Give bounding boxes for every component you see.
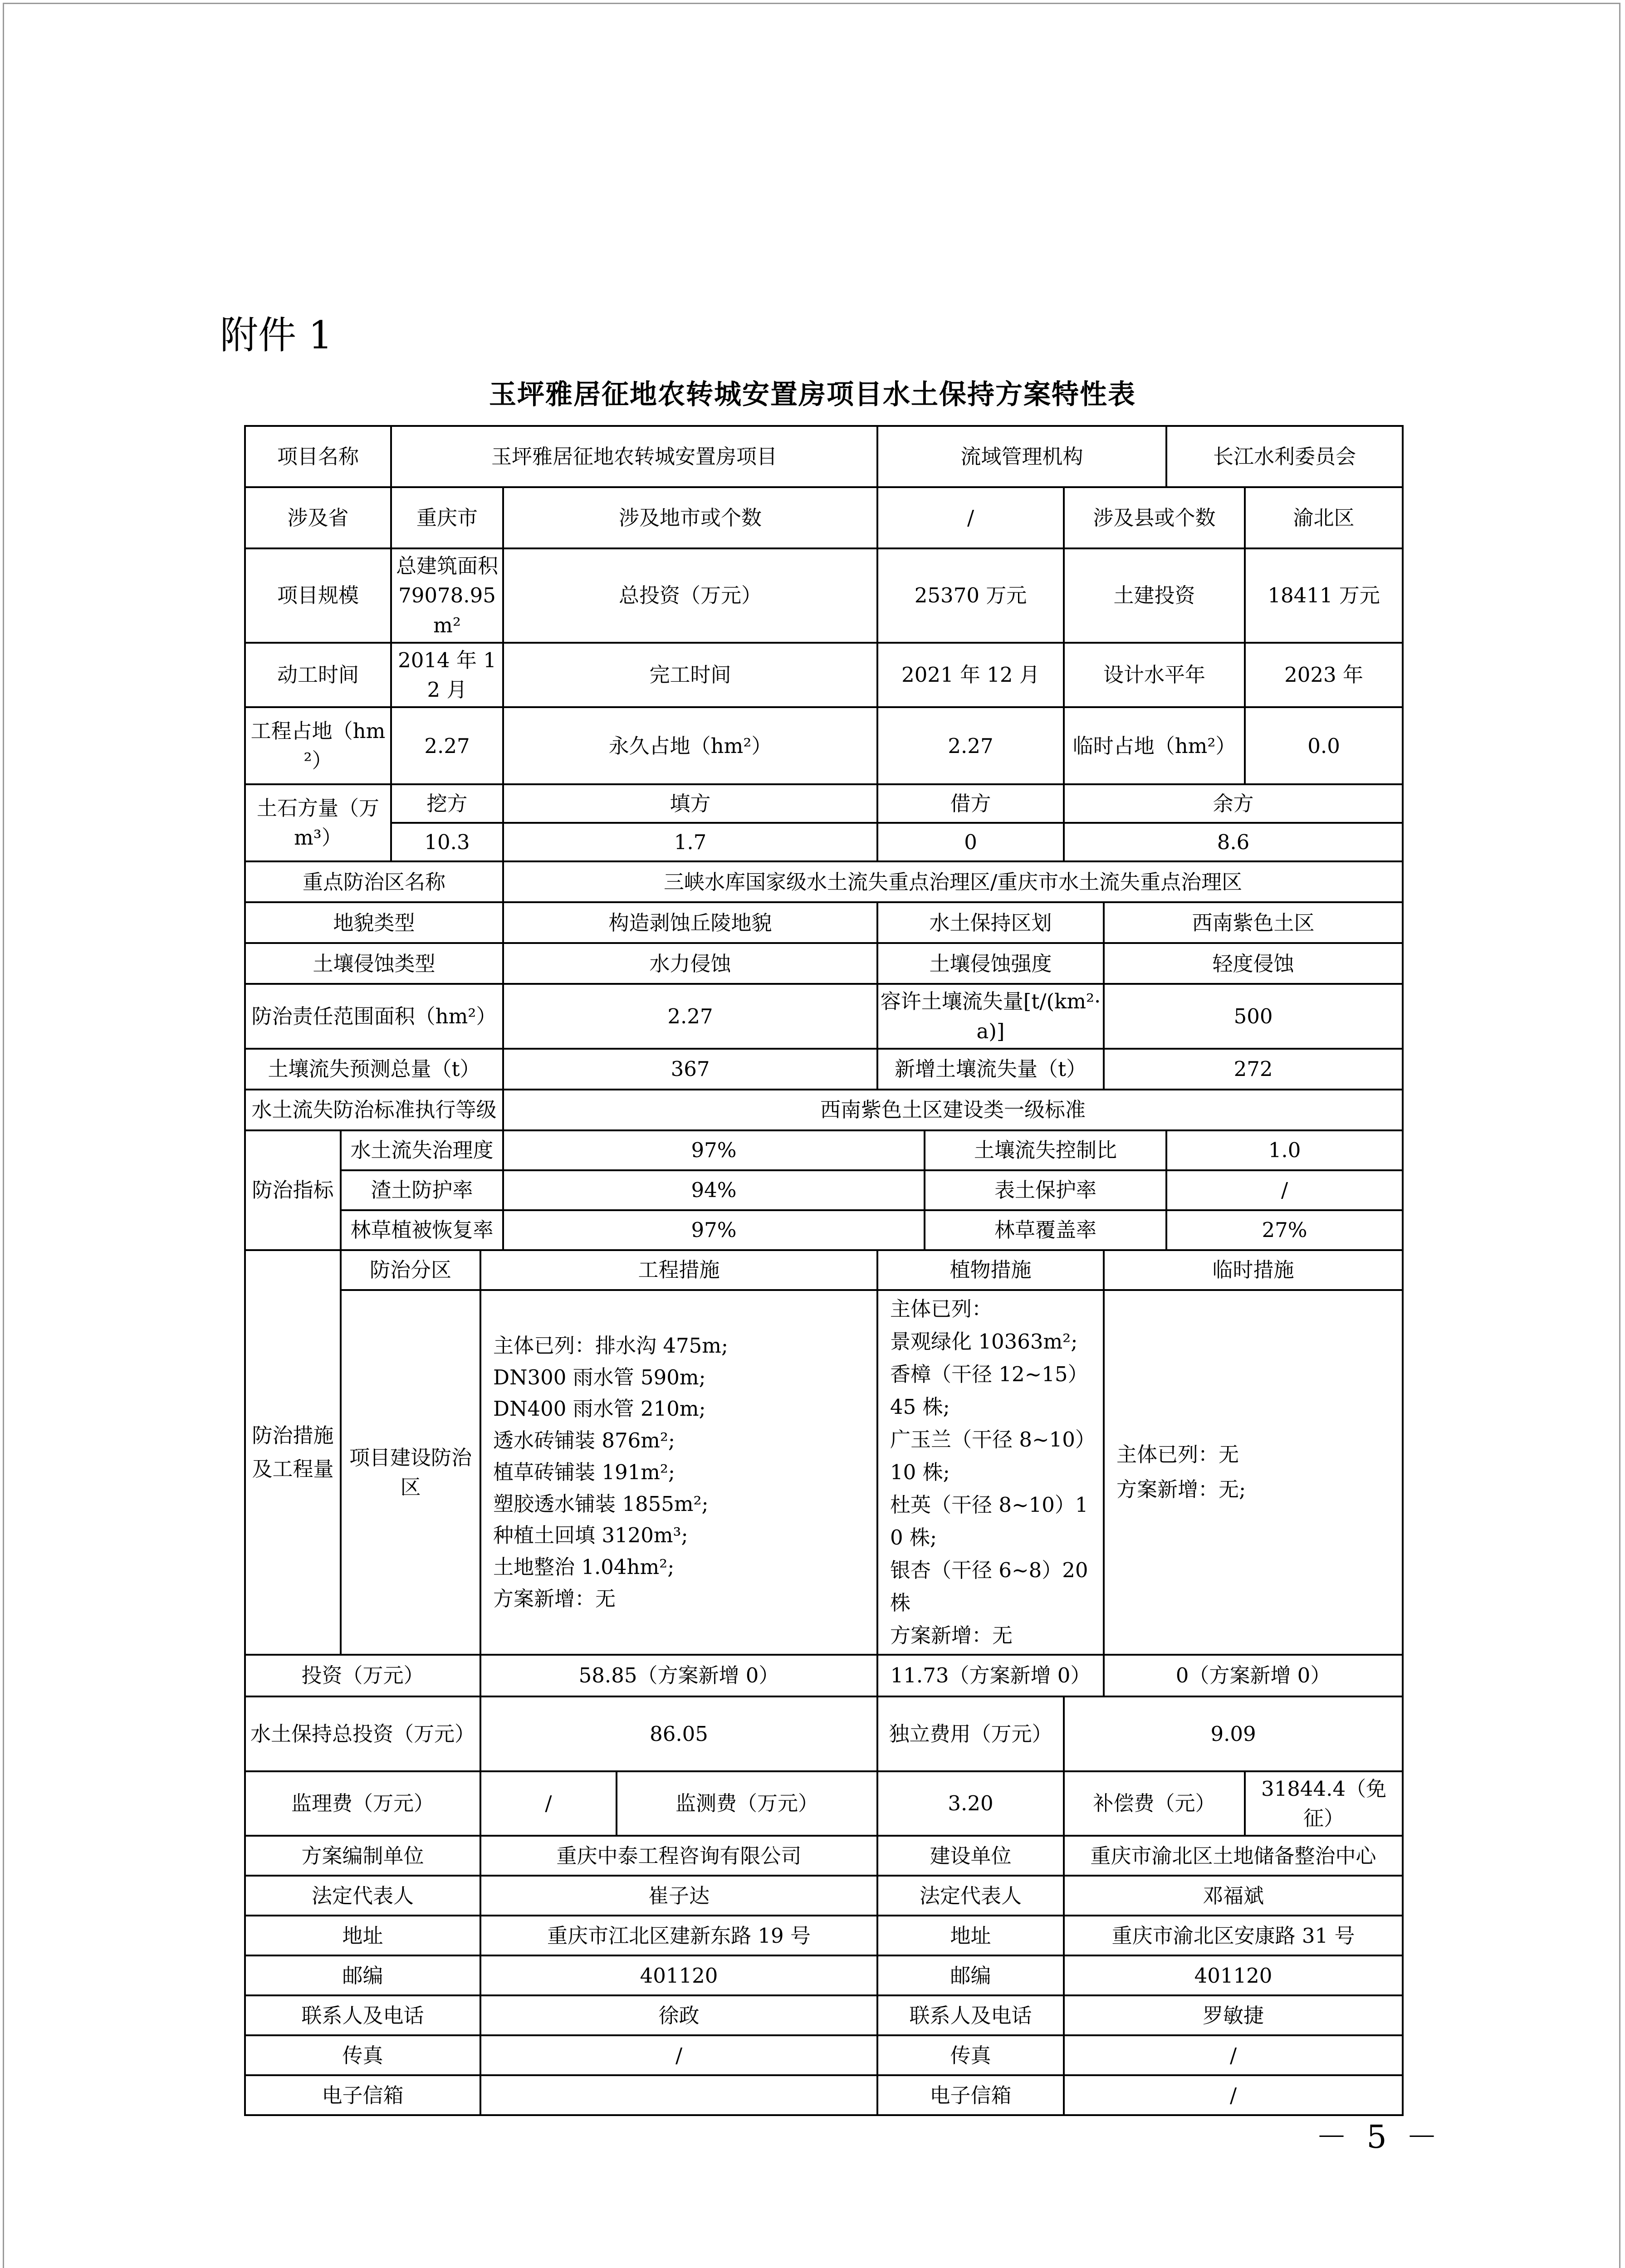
cell-value: 18411 万元 [1245,548,1403,643]
cell-label: 借方 [877,784,1064,823]
table-row [245,1090,1403,1130]
cell-value: 10.3 [391,823,503,861]
cell-label: 监测费（万元） [617,1771,877,1836]
cell-label: 流域管理机构 [877,426,1166,487]
list-item: 杜英（干径 8~10）10 株; [890,1492,1088,1549]
cell-value: 2.27 [391,707,503,784]
cell-value: 崔子达 [480,1876,877,1916]
table-row [245,1836,1403,1876]
cell-label: 临时措施 [1104,1250,1403,1290]
cell-label: 余方 [1064,784,1403,823]
table-row [245,1771,1403,1836]
table-row [245,548,1403,643]
cell-value: 三峡水库国家级水土流失重点治理区/重庆市水土流失重点治理区 [503,861,1403,902]
table-row [245,643,1403,708]
cell-value: 2.27 [503,984,877,1049]
cell-label: 传真 [245,2035,480,2075]
cell-label: 地貌类型 [245,902,503,943]
cell-value: 2014 年 12 月 [391,643,503,708]
cell-value: 罗敏捷 [1064,1995,1403,2035]
table-row [245,943,1403,984]
table-row [245,2035,1403,2075]
vegetation-measures [877,1290,1104,1655]
cell-label: 水土流失防治标准执行等级 [245,1090,503,1130]
cell-label: 投资（万元） [245,1655,480,1696]
list-item: 土地整治 1.04hm²; [493,1555,675,1579]
cell-label: 总投资（万元） [503,548,877,643]
table-row [245,784,1403,823]
cell-label: 涉及地市或个数 [503,487,877,548]
list-item: 植草砖铺装 191m²; [493,1460,675,1484]
cell-value: 0.0 [1245,707,1403,784]
zone-name: 项目建设防治区 [341,1290,480,1655]
cell-label: 林草植被恢复率 [341,1210,503,1250]
cell-value: 27% [1166,1210,1403,1250]
cell-label: 工程占地（hm²） [245,707,391,784]
table-row [245,1049,1403,1090]
cell-value: 重庆中泰工程咨询有限公司 [480,1836,877,1876]
list-item: 塑胶透水铺装 1855m²; [493,1491,709,1516]
cell-value: 401120 [480,1955,877,1995]
cell-value: 367 [503,1049,877,1090]
cell-value: 2.27 [877,707,1064,784]
cell-label: 项目规模 [245,548,391,643]
list-item: 方案新增：无 [493,1586,616,1611]
table-row [245,426,1403,487]
cell-value: 徐政 [480,1995,877,2035]
cell-value: 邓福斌 [1064,1876,1403,1916]
list-item: 透水砖铺装 876m²; [493,1428,675,1453]
cell-label: 防治责任范围面积（hm²） [245,984,503,1049]
table-row [245,1696,1403,1771]
cell-label: 土壤流失预测总量（t） [245,1049,503,1090]
cell-value: 3.20 [877,1771,1064,1836]
cell-value: 水力侵蚀 [503,943,877,984]
cell-label: 动工时间 [245,643,391,708]
cell-value: 玉坪雅居征地农转城安置房项目 [391,426,877,487]
cell-label: 传真 [877,2035,1064,2075]
cell-label: 土石方量（万 m³） [245,784,391,861]
cell-label: 设计水平年 [1064,643,1245,708]
cell-label: 表土保护率 [925,1170,1166,1210]
cell-value: 轻度侵蚀 [1104,943,1403,984]
cell-label: 填方 [503,784,877,823]
cell-value: / [877,487,1064,548]
page-number: － 5 － [1316,2118,1443,2156]
list-item: 主体已列：无 [1116,1442,1239,1467]
cell-label: 完工时间 [503,643,877,708]
cell-value [480,2075,877,2115]
cell-value: / [480,1771,617,1836]
cell-value: 西南紫色土区 [1104,902,1403,943]
cell-label: 地址 [245,1916,480,1955]
cell-value: / [1064,2035,1403,2075]
cell-label: 联系人及电话 [245,1995,480,2035]
cell-label: 临时占地（hm²） [1064,707,1245,784]
cell-label: 地址 [877,1916,1064,1955]
cell-value: 11.73（方案新增 0） [877,1655,1104,1696]
list-item: 银杏（干径 6~8）20 株 [890,1558,1088,1615]
cell-value: 31844.4（免征） [1245,1771,1403,1836]
cell-label: 项目名称 [245,426,391,487]
cell-label: 工程措施 [480,1250,877,1290]
cell-label: 建设单位 [877,1836,1064,1876]
table-row [245,902,1403,943]
list-item: 广玉兰（干径 8~10）10 株; [890,1427,1096,1484]
engineering-measures [480,1290,877,1655]
cell-value: / [1064,2075,1403,2115]
cell-value: 西南紫色土区建设类一级标准 [503,1090,1403,1130]
list-item: 主体已列：排水沟 475m; [493,1333,729,1358]
cell-value: 构造剥蚀丘陵地貌 [503,902,877,943]
cell-label: 渣土防护率 [341,1170,503,1210]
cell-label: 电子信箱 [245,2075,480,2115]
table-row [245,1130,1403,1170]
cell-label: 水土流失治理度 [341,1130,503,1170]
cell-value: 总建筑面积79078.95m² [391,548,503,643]
cell-value: 1.7 [503,823,877,861]
cell-value: 94% [503,1170,925,1210]
cell-label: 邮编 [877,1955,1064,1995]
table-row [245,823,1403,861]
cell-label: 土建投资 [1064,548,1245,643]
cell-label: 联系人及电话 [877,1995,1064,2035]
attachment-label: 附件 1 [220,313,333,357]
measures-label: 防治措施及工程量 [245,1250,341,1655]
cell-label: 监理费（万元） [245,1771,480,1836]
cell-label: 土壤流失控制比 [925,1130,1166,1170]
cell-value: 0（方案新增 0） [1104,1655,1403,1696]
cell-label: 重点防治区名称 [245,861,503,902]
list-item: 种植土回填 3120m³; [493,1523,688,1548]
table-row [245,1995,1403,2035]
cell-value: 401120 [1064,1955,1403,1995]
cell-label: 防治分区 [341,1250,480,1290]
table-row [245,1655,1403,1696]
cell-label: 土壤侵蚀类型 [245,943,503,984]
table-row [245,1290,1403,1655]
list-item: 方案新增：无 [890,1623,1013,1647]
table-row [245,1916,1403,1955]
cell-label: 法定代表人 [877,1876,1064,1916]
indicators-label: 防治指标 [245,1130,341,1250]
table-row [245,861,1403,902]
table-row [245,707,1403,784]
cell-value: 8.6 [1064,823,1403,861]
cell-label: 独立费用（万元） [877,1696,1064,1771]
cell-value: 重庆市 [391,487,503,548]
cell-value: 58.85（方案新增 0） [480,1655,877,1696]
list-item: 主体已列： [890,1296,993,1321]
table-row [245,2075,1403,2115]
cell-label: 水土保持区划 [877,902,1104,943]
cell-label: 电子信箱 [877,2075,1064,2115]
table-row [245,984,1403,1049]
cell-label: 土壤侵蚀强度 [877,943,1104,984]
list-item: 香樟（干径 12~15）45 株; [890,1362,1088,1419]
cell-value: 25370 万元 [877,548,1064,643]
cell-label: 方案编制单位 [245,1836,480,1876]
cell-value: 86.05 [480,1696,877,1771]
table-row [245,1955,1403,1995]
cell-label: 挖方 [391,784,503,823]
cell-value: 渝北区 [1245,487,1403,548]
temporary-measures [1104,1290,1403,1655]
cell-value: 272 [1104,1049,1403,1090]
cell-value: / [480,2035,877,2075]
cell-value: 97% [503,1210,925,1250]
cell-value: 500 [1104,984,1403,1049]
cell-label: 容许土壤流失量[t/(km²·a)] [877,984,1104,1049]
list-item: DN400 雨水管 210m; [493,1397,706,1421]
list-item: 景观绿化 10363m²; [890,1329,1078,1354]
table-row [245,1210,1403,1250]
cell-label: 法定代表人 [245,1876,480,1916]
cell-value: 97% [503,1130,925,1170]
cell-label: 新增土壤流失量（t） [877,1049,1104,1090]
cell-value: 1.0 [1166,1130,1403,1170]
list-item: DN300 雨水管 590m; [493,1365,706,1389]
cell-value: 0 [877,823,1064,861]
cell-value: 9.09 [1064,1696,1403,1771]
table-row [245,487,1403,548]
table-row [245,1250,1403,1290]
cell-value: 2023 年 [1245,643,1403,708]
cell-label: 涉及县或个数 [1064,487,1245,548]
cell-value: 长江水利委员会 [1166,426,1403,487]
cell-value: 2021 年 12 月 [877,643,1064,708]
cell-label: 林草覆盖率 [925,1210,1166,1250]
cell-label: 涉及省 [245,487,391,548]
cell-label: 植物措施 [877,1250,1104,1290]
cell-label: 邮编 [245,1955,480,1995]
table-row [245,1170,1403,1210]
spec-table [244,425,1404,2116]
list-item: 方案新增：无; [1116,1477,1246,1501]
cell-value: 重庆市江北区建新东路 19 号 [480,1916,877,1955]
cell-value: 重庆市渝北区安康路 31 号 [1064,1916,1403,1955]
cell-label: 永久占地（hm²） [503,707,877,784]
cell-value: 重庆市渝北区土地储备整治中心 [1064,1836,1403,1876]
document-title: 玉坪雅居征地农转城安置房项目水土保持方案特性表 [489,379,1136,411]
cell-value: / [1166,1170,1403,1210]
cell-label: 补偿费（元） [1064,1771,1245,1836]
table-row [245,1876,1403,1916]
cell-label: 水土保持总投资（万元） [245,1696,480,1771]
